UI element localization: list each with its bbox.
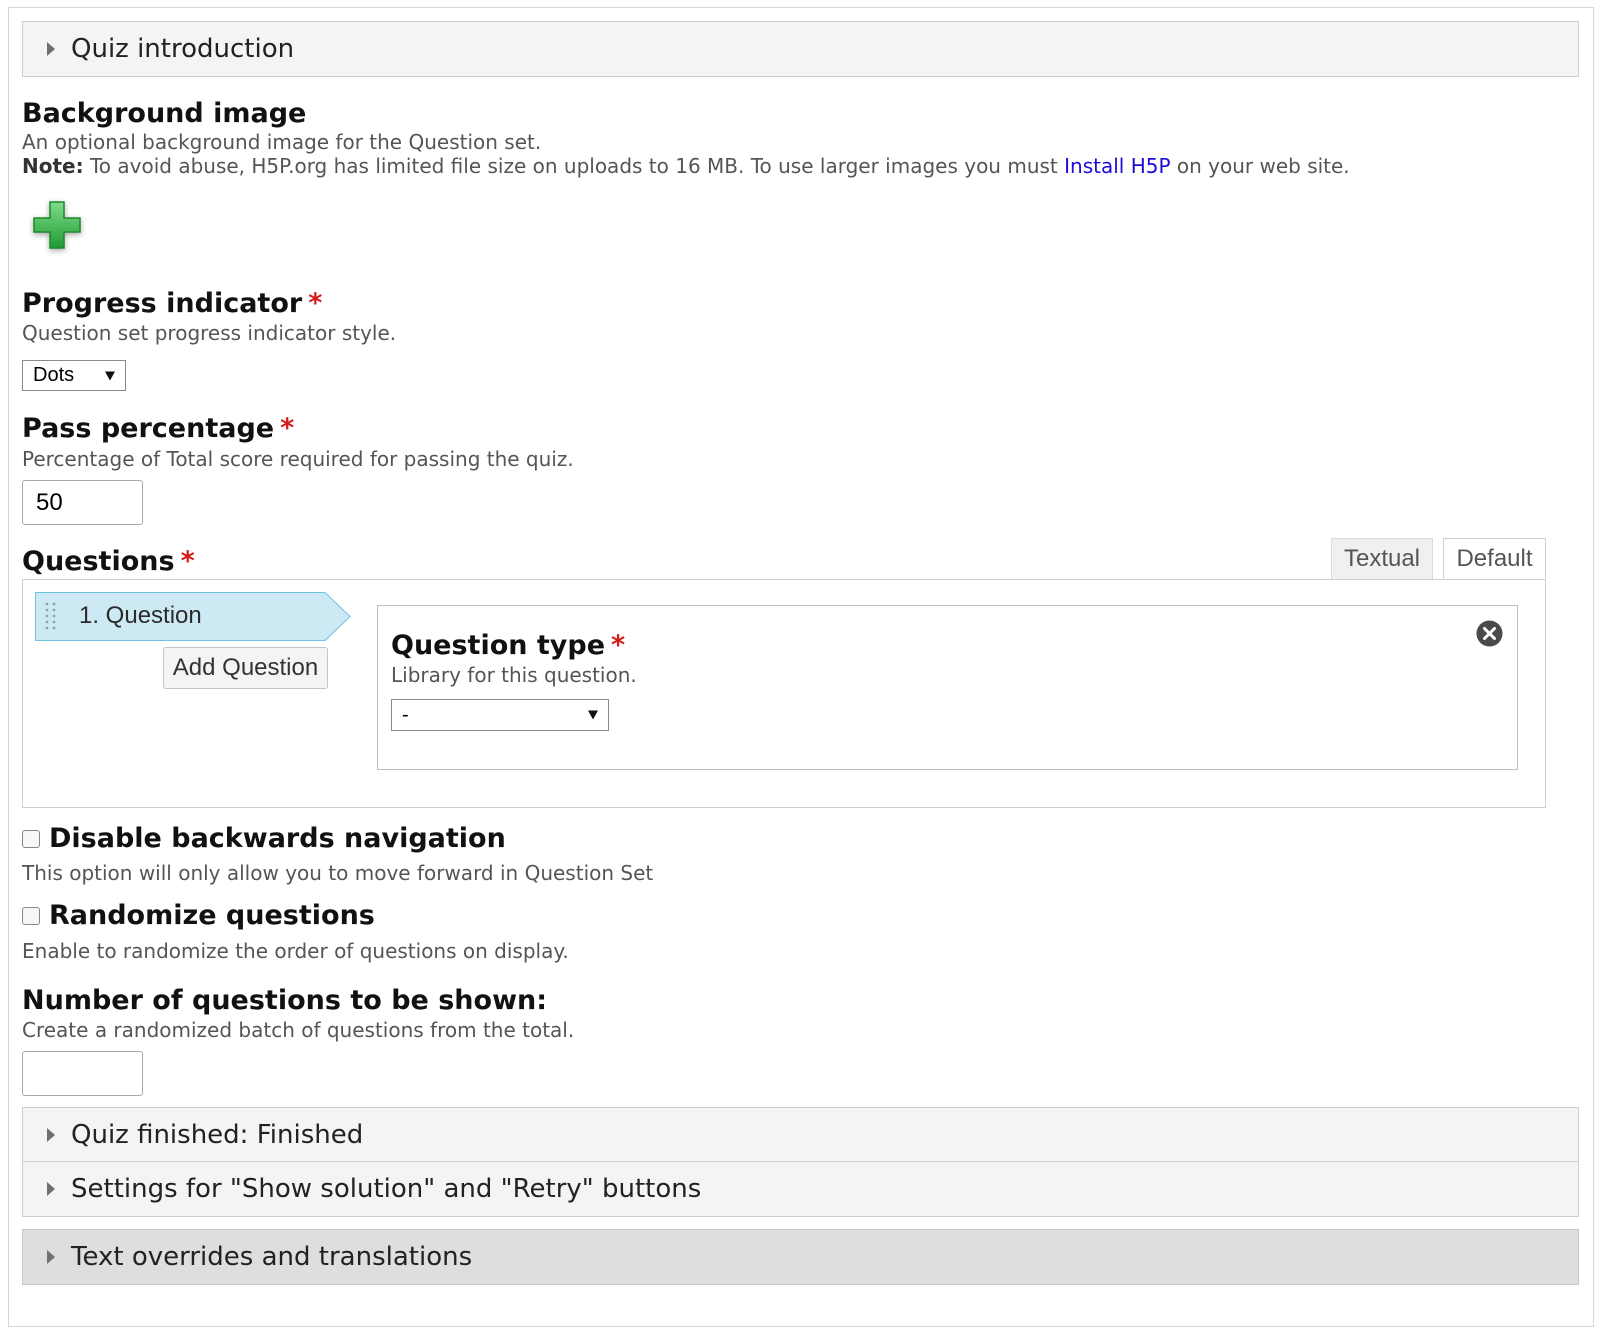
disable-backwards-label[interactable]: Disable backwards navigation	[49, 823, 506, 854]
required-marker: *	[180, 546, 195, 577]
num-questions-input[interactable]	[22, 1051, 143, 1096]
group-label: Quiz finished: Finished	[71, 1120, 364, 1150]
num-questions-title: Number of questions to be shown:	[22, 985, 548, 1016]
expand-triangle-icon	[47, 1182, 55, 1196]
expand-triangle-icon	[47, 1128, 55, 1142]
num-questions-description: Create a randomized batch of questions from the total.	[22, 1018, 575, 1042]
pass-percentage-input[interactable]	[22, 480, 143, 525]
background-image-title	[22, 98, 306, 129]
disable-backwards-description: This option will only allow you to move forward in Question Set	[22, 861, 654, 885]
note-after: on your web site.	[1176, 154, 1350, 178]
group-text-overrides[interactable]	[22, 1229, 1579, 1285]
add-question-button[interactable]: Add Question	[163, 647, 328, 689]
question-type-select[interactable]	[391, 699, 609, 731]
note-text: To avoid abuse, H5P.org has limited file size on uploads to 16 MB. To use larger images you must	[89, 154, 1058, 178]
background-image-description: An optional background image for the Question set.	[22, 130, 542, 154]
pass-percentage-title	[22, 413, 294, 444]
question-type-description: Library for this question.	[391, 663, 637, 687]
remove-question-icon[interactable]	[1476, 620, 1503, 647]
required-marker: *	[280, 413, 295, 444]
pass-percentage-title-text: Pass percentage	[22, 413, 275, 444]
drag-handle-icon[interactable]	[44, 601, 58, 633]
pass-percentage-description: Percentage of Total score required for passing the quiz.	[22, 447, 574, 471]
dropdown-arrow-icon	[588, 711, 598, 720]
randomize-description: Enable to randomize the order of questions on display.	[22, 939, 569, 963]
question-list-item[interactable]	[35, 592, 351, 641]
progress-indicator-title-text: Progress indicator	[22, 288, 303, 319]
disable-backwards-row	[22, 823, 506, 854]
question-type-title	[391, 630, 625, 661]
required-marker: *	[611, 630, 626, 661]
upload-note	[22, 154, 1350, 178]
randomize-label[interactable]: Randomize questions	[49, 900, 375, 931]
group-label: Text overrides and translations	[71, 1242, 473, 1272]
question-type-value: -	[402, 703, 409, 726]
progress-indicator-select[interactable]	[22, 360, 126, 391]
randomize-row	[22, 900, 375, 931]
questions-title	[22, 546, 195, 577]
background-image-title-text: Background image	[22, 98, 307, 129]
question-item-label: 1. Question	[79, 602, 202, 629]
progress-indicator-description: Question set progress indicator style.	[22, 321, 397, 345]
question-editor-box	[377, 605, 1518, 770]
group-label: Settings for "Show solution" and "Retry" buttons	[71, 1174, 702, 1204]
expand-triangle-icon	[47, 42, 55, 56]
expand-triangle-icon	[47, 1250, 55, 1264]
disable-backwards-checkbox[interactable]	[22, 830, 40, 848]
group-quiz-introduction[interactable]	[22, 21, 1579, 77]
required-marker: *	[308, 288, 323, 319]
tab-default[interactable]: Default	[1443, 538, 1546, 579]
question-type-title-text: Question type	[391, 630, 606, 661]
randomize-checkbox[interactable]	[22, 907, 40, 925]
group-show-solution-settings[interactable]	[22, 1161, 1579, 1217]
dropdown-arrow-icon	[105, 371, 115, 380]
note-label: Note:	[22, 154, 84, 178]
progress-indicator-title	[22, 288, 322, 319]
progress-indicator-value: Dots	[33, 364, 75, 386]
questions-title-text: Questions	[22, 546, 175, 577]
pass-percentage-value: 50	[36, 488, 63, 516]
tab-textual[interactable]: Textual	[1331, 538, 1433, 579]
plus-icon[interactable]	[30, 198, 84, 252]
install-h5p-link[interactable]: Install H5P	[1064, 154, 1171, 178]
group-label: Quiz introduction	[71, 34, 295, 64]
group-quiz-finished[interactable]	[22, 1107, 1579, 1163]
